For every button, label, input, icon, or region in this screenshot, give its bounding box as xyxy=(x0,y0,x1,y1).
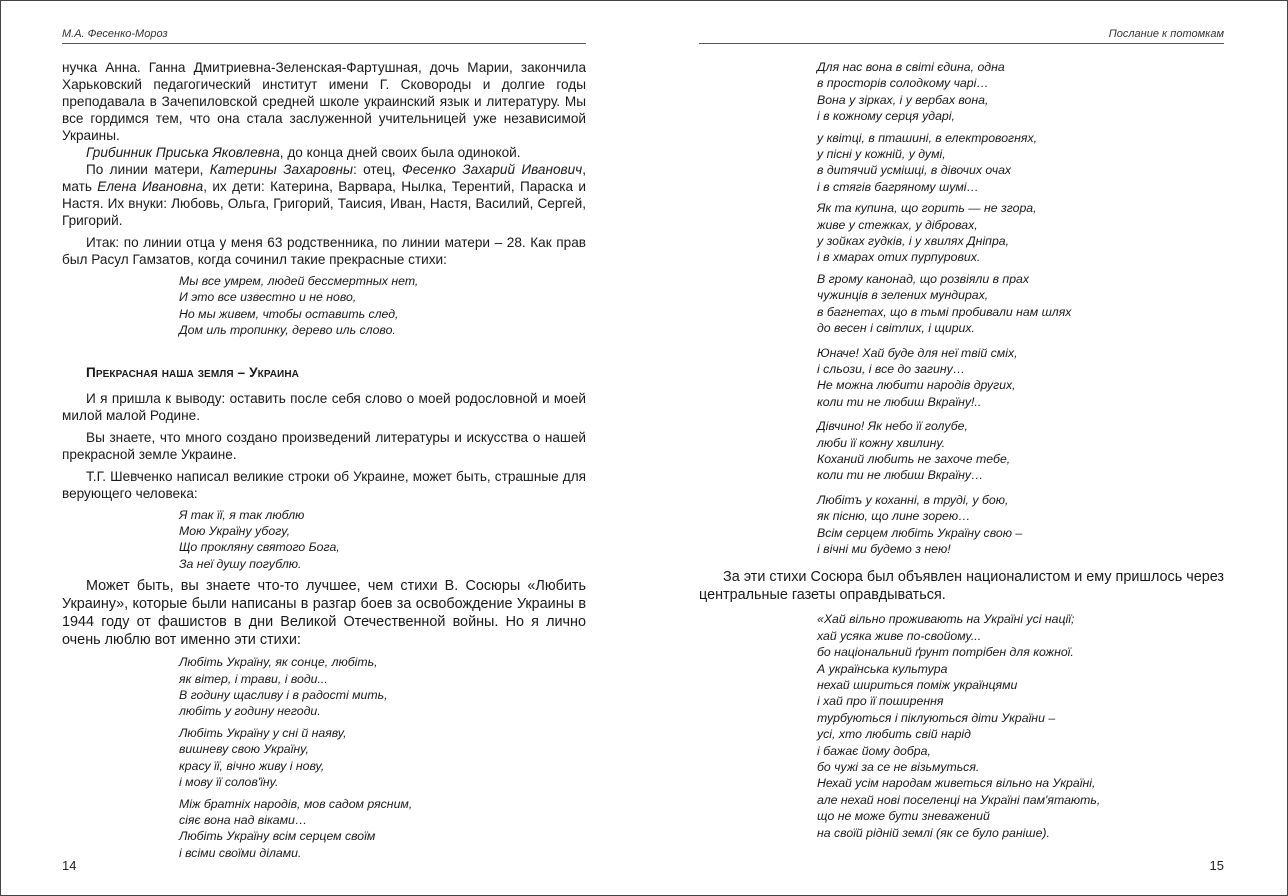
grandmother-name: Елена Ивановна xyxy=(97,179,204,194)
poem-line: Між братніх народів, мов садом рясним, xyxy=(179,796,413,811)
stanza xyxy=(817,200,1224,266)
poem-line: в дитячий усмішці, в дівочих очах xyxy=(817,163,1012,178)
poem-line: вишневу свою Україну, xyxy=(179,742,309,757)
left-body xyxy=(62,59,586,866)
poem-sosiura-left xyxy=(62,654,586,861)
poem-line: чужинців в зелених мундирах, xyxy=(817,288,989,303)
paragraph-2-rest: , до конца дней своих была одинокой. xyxy=(279,145,521,160)
poem-line: Любіть Україну всім серцем своїм xyxy=(179,829,376,844)
stanza xyxy=(817,345,1224,411)
stanza xyxy=(179,796,586,862)
poem-line: Любіть Україну, як сонце, любіть, xyxy=(179,655,378,670)
paragraph-1: нучка Анна. Ганна Дмитриевна-Зеленская-Фартушная, дочь Марии, закончила Харьковский педагогический институт имени Г. Сковороды и долгие годы преподавала в Зачепиловской средней школе украинский язык и литературу. Мы все гордимся тем, что она стала заслуженной учительницей уже независимой Украины. xyxy=(62,60,586,143)
paragraph-2 xyxy=(62,144,586,161)
poem-line: Для нас вона в світі єдина, одна xyxy=(817,60,1005,74)
poem-line: И это все известно и не ново, xyxy=(179,290,357,305)
poem-line: і мову її солов'їну. xyxy=(179,775,279,790)
quote-line: турбуються і піклуються діти України – xyxy=(817,710,1056,725)
quote-line: А українська культура xyxy=(817,661,948,676)
poem-line: Любіть Україну у сні й наяву, xyxy=(179,725,347,740)
quote-line: нехай шириться поміж українцями xyxy=(817,678,1018,692)
left-running-head: М.А. Фесенко-Мороз xyxy=(62,28,168,40)
paragraph-6: Вы знаете, что много создано произведений литературы и искусства о нашей прекрасной земле Украине. xyxy=(62,429,586,462)
poem-shevchenko xyxy=(62,507,586,573)
stanza xyxy=(817,418,1224,484)
quote-line: усі, хто любить свій нарід xyxy=(817,727,971,742)
poem-line: В грому канонад, що розвіяли в прах xyxy=(817,271,1030,286)
stanza xyxy=(817,271,1224,337)
poem-line: і вічні ми будемо з нею! xyxy=(817,541,951,556)
left-page-number: 14 xyxy=(62,858,77,873)
section-heading: Прекрасная наша земля – Украина xyxy=(86,364,299,380)
poem-line: Дівчино! Як небо її голубе, xyxy=(817,419,968,434)
quote-line: і хай про її поширення xyxy=(817,694,944,709)
poem-line: як пісню, що лине зорею… xyxy=(817,509,971,524)
poem-line: Я так її, я так люблю xyxy=(179,507,305,522)
poem-line: Всім серцем любіть Україну свою – xyxy=(817,525,1023,540)
poem-line: Но мы живем, чтобы оставить след, xyxy=(179,306,399,321)
poem-line: За неї душу погублю. xyxy=(179,556,302,571)
poem-line: у зойках гудків, і у хвилях Дніпра, xyxy=(817,234,1010,249)
poem-line: в просторів солодкому чарі… xyxy=(817,76,989,91)
poem-line: сіяє вона над віками… xyxy=(179,812,308,827)
quote-sosiura xyxy=(699,611,1224,841)
poem-line: люби її кожну хвилину. xyxy=(817,435,946,450)
right-page xyxy=(644,1,1287,895)
poem-line: і в хмарах отих пурпурових. xyxy=(817,250,981,265)
stanza xyxy=(817,492,1224,558)
quote-line: але нехай нові поселенці на Україні пам'ятають, xyxy=(817,792,1101,807)
paragraph-8: Может быть, вы знаете что-то лучшее, чем стихи В. Сосюры «Любить Украину», которые были написаны в разгар боев за освобождение Украины в 1944 году от фашистов в дни Великой Отечественной войны. Но я лично очень люблю вот именно эти стихи: xyxy=(62,578,586,649)
p3-text-c: , мать xyxy=(62,162,586,194)
quote-line: бо національний ґрунт потрібен для кожної. xyxy=(817,645,1074,660)
stanza xyxy=(179,725,586,791)
poem-line: Дом иль тропинку, дерево иль слово. xyxy=(179,323,396,338)
poem-line: і в стягів багряному шумі… xyxy=(817,179,979,194)
poem-line: до весен і світлих, і щирих. xyxy=(817,321,975,336)
stanza xyxy=(817,59,1224,125)
stanza xyxy=(179,654,586,720)
poem-line: як вітер, і трави, і води... xyxy=(179,671,328,686)
poem-sosiura-right xyxy=(699,59,1224,557)
right-header-rule xyxy=(699,43,1224,44)
left-page xyxy=(1,1,644,895)
paragraph-4: Итак: по линии отца у меня 63 родственника, по линии матери – 28. Как прав был Расул Гамзатов, когда сочинил такие прекрасные стихи: xyxy=(62,235,586,267)
paragraph-7: Т.Г. Шевченко написал великие строки об Украине, может быть, страшные для верующего человека: xyxy=(62,468,586,501)
poem-line: у квітці, в пташині, в електровогнях, xyxy=(817,130,1038,145)
poem-line: в багнетах, що в тьмі пробивали нам шлях xyxy=(817,304,1072,319)
poem-line: Як та купина, що горить — не згора, xyxy=(817,201,1037,216)
poem-gamzatov xyxy=(62,273,586,339)
poem-line: і всіми своїми ділами. xyxy=(179,845,302,860)
p3-text-b: : отец, xyxy=(352,162,402,177)
poem-line: красу її, вічно живу і нову, xyxy=(179,758,325,773)
poem-line: Мою Україну убогу, xyxy=(179,524,290,539)
right-page-number: 15 xyxy=(1209,858,1224,873)
poem-line: і в кожному серця ударі, xyxy=(817,109,955,124)
quote-line: Нехай усім народам живеться вільно на Україні, xyxy=(817,776,1096,791)
poem-line: Коханий любить не захоче тебе, xyxy=(817,451,1011,466)
paragraph-3 xyxy=(62,161,586,229)
poem-line: Мы все умрем, людей бессмертных нет, xyxy=(179,274,419,288)
poem-line: В годину щасливу і в радості мить, xyxy=(179,688,388,703)
poem-line: коли ти не любиш Вкраїну!.. xyxy=(817,394,982,409)
poem-line: Вона у зірках, і у вербах вона, xyxy=(817,92,989,107)
paragraph-5: И я пришла к выводу: оставить после себя слово о моей родословной и моей милой малой Родине. xyxy=(62,390,586,423)
stanza xyxy=(817,130,1224,196)
quote-line: «Хай вільно проживають на Україні усі нації; xyxy=(817,612,1075,627)
mother-name: Катерины Захаровны xyxy=(209,162,353,177)
quote-line: бо чужі за се не візьмуться. xyxy=(817,760,980,775)
p3-text-d: , их дети: Катерина, Варвара, Нылка, Терентий, Параска и Настя. Их внуки: Любовь, Ольга, Григорий, Таисия, Иван, Настя, Василий, Сергей, Григорий. xyxy=(62,179,586,228)
quote-line: хай усяка живе по-свойому... xyxy=(817,628,982,643)
poem-line: любіть у годину негоди. xyxy=(179,704,321,719)
left-header-rule xyxy=(62,43,586,44)
quote-line: і бажає йому добра, xyxy=(817,743,931,758)
poem-line: Не можна любити народів других, xyxy=(817,378,1016,393)
poem-line: і сльози, і все до загину… xyxy=(817,361,966,376)
poem-line: Любітъ у коханні, в труді, у бою, xyxy=(817,492,1009,507)
p3-text-a: По линии матери, xyxy=(86,162,210,177)
person-name: Грибинник Приська Яковлевна xyxy=(86,145,280,160)
poem-line: Юначе! Хай буде для неї твій сміх, xyxy=(817,345,1018,360)
poem-line: Що прокляну святого Бога, xyxy=(179,540,340,555)
right-running-head: Послание к потомкам xyxy=(1108,28,1224,40)
poem-line: живе у стежках, у дібровах, xyxy=(817,217,978,232)
poem-line: коли ти не любиш Вкраїну… xyxy=(817,468,984,483)
father-name: Фесенко Захарий Иванович xyxy=(401,162,583,177)
right-body xyxy=(699,59,1224,841)
quote-line: що не може бути зневажений xyxy=(817,809,990,824)
quote-line: на своїй рідній землі (як се було раніше). xyxy=(817,825,1050,840)
poem-line: у пісні у кожній, у думі, xyxy=(817,147,946,162)
paragraph-right-1: За эти стихи Сосюра был объявлен националистом и ему пришлось через центральные газеты оправдываться. xyxy=(699,569,1224,604)
